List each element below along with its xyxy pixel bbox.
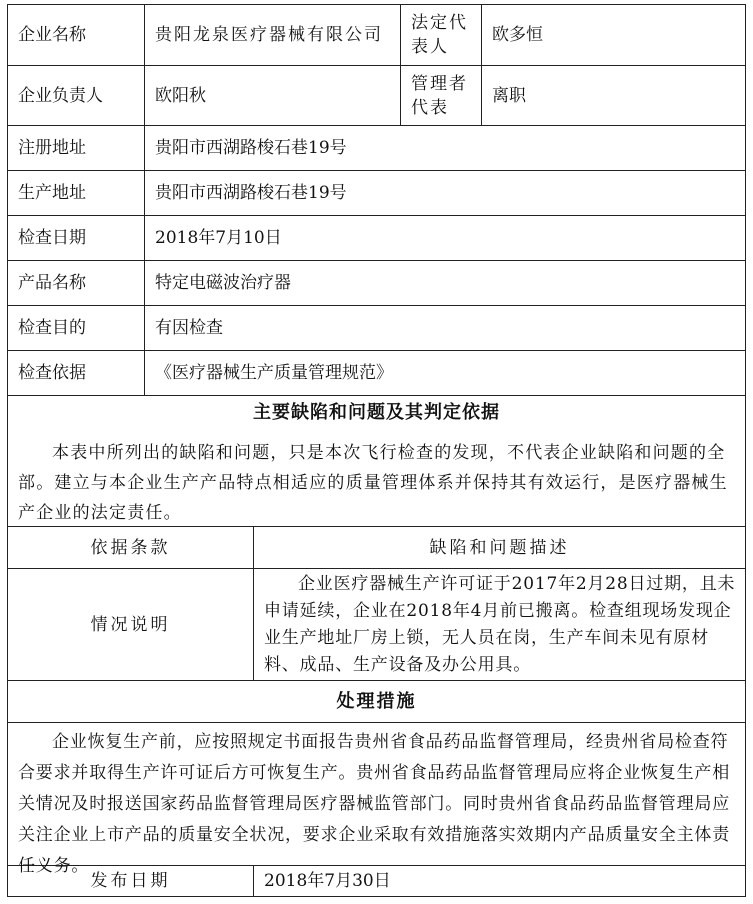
publish-value: 2018年7月30日 xyxy=(253,866,745,896)
company-name-label: 企业名称 xyxy=(18,25,86,45)
prod-address-value: 贵阳市西湖路梭石巷19号 xyxy=(144,171,745,215)
reg-address-value: 贵阳市西湖路梭石巷19号 xyxy=(144,126,745,170)
product-label: 产品名称 xyxy=(18,273,86,293)
manager-value: 离职 xyxy=(481,66,745,125)
defects-row xyxy=(8,569,745,681)
row-product xyxy=(8,261,745,306)
legal-rep-value: 欧多恒 xyxy=(481,5,745,65)
inspection-table xyxy=(7,4,746,897)
clause-column-header: 依据条款 xyxy=(90,537,171,558)
defects-section xyxy=(8,396,745,527)
situation-label: 情况说明 xyxy=(90,614,171,635)
measures-heading: 处理措施 xyxy=(336,690,417,712)
row-company-name xyxy=(8,5,745,66)
publish-label: 发布日期 xyxy=(90,871,171,891)
row-prod-address xyxy=(8,171,745,216)
measures-text: 企业恢复生产前，应按照规定书面报告贵州省食品药品监督管理局，经贵州省局检查符合要求并取得生产许可证后方可恢复生产。贵州省食品药品监督管理局应将企业恢复生产相关情况及时报送国家药品监督管理局医疗器械监管部门。同时贵州省食品药品监督管理局应关注企业上市产品的质量安全状况，要求企业采取有效措施落实效期内产品质量安全主体责任义务。 xyxy=(18,732,730,876)
purpose-value: 有因检查 xyxy=(144,306,745,350)
product-value: 特定电磁波治疗器 xyxy=(144,261,745,305)
legal-rep-label: 法定代表人 xyxy=(400,5,481,65)
inspection-date-value: 2018年7月10日 xyxy=(144,216,745,260)
situation-text: 企业医疗器械生产许可证于2017年2月28日过期，且未申请延续，企业在2018年4月前已搬离。检查组现场发现企业生产地址厂房上锁，无人员在岗，生产车间未见有原材料、成品、生产设备及办公用具。 xyxy=(264,574,736,675)
purpose-label: 检查目的 xyxy=(18,318,86,338)
row-reg-address xyxy=(8,126,745,171)
situation-cell xyxy=(253,569,745,680)
company-name-value: 贵阳龙泉医疗器械有限公司 xyxy=(144,5,400,65)
basis-value: 《医疗器械生产质量管理规范》 xyxy=(144,351,745,395)
description-column-header: 缺陷和问题描述 xyxy=(253,527,745,568)
row-purpose xyxy=(8,306,745,351)
manager-label: 管理者代表 xyxy=(400,66,481,125)
row-inspection-date xyxy=(8,216,745,261)
measures-row xyxy=(8,723,745,876)
responsible-label: 企业负责人 xyxy=(18,85,103,106)
defects-heading: 主要缺陷和问题及其判定依据 xyxy=(253,402,500,423)
publish-row xyxy=(8,866,745,896)
measures-heading-row xyxy=(8,681,745,723)
row-responsible xyxy=(8,66,745,126)
reg-address-label: 注册地址 xyxy=(18,138,86,158)
defects-intro: 本表中所列出的缺陷和问题，只是本次飞行检查的发现，不代表企业缺陷和问题的全部。建立与本企业生产产品特点相适应的质量管理体系并保持其有效运行，是医疗器械生产企业的法定责任。 xyxy=(18,443,728,523)
row-basis xyxy=(8,351,745,396)
inspection-date-label: 检查日期 xyxy=(18,228,86,248)
prod-address-label: 生产地址 xyxy=(18,183,86,203)
responsible-value: 欧阳秋 xyxy=(144,66,400,125)
defects-header-row xyxy=(8,527,745,569)
basis-label: 检查依据 xyxy=(18,363,86,383)
